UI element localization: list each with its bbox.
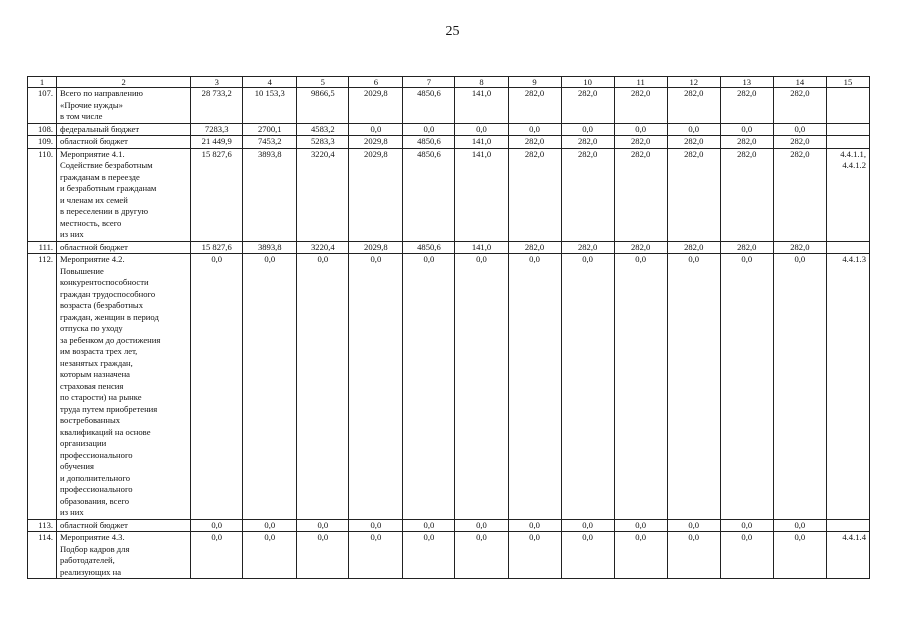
value-cell: 0,0 <box>561 254 614 520</box>
value-cell: 282,0 <box>614 88 667 124</box>
value-cell: 0,0 <box>614 532 667 579</box>
row-description: Мероприятие 4.3. Подбор кадров для работодателей, реализующих на <box>57 532 191 579</box>
value-cell: 282,0 <box>720 88 773 124</box>
value-cell: 282,0 <box>773 88 826 124</box>
table-row <box>28 148 870 241</box>
value-cell: 28 733,2 <box>191 88 243 124</box>
value-cell: 141,0 <box>455 136 508 149</box>
value-cell: 0,0 <box>667 532 720 579</box>
value-cell: 0,0 <box>243 254 297 520</box>
value-cell: 282,0 <box>561 88 614 124</box>
value-cell: 21 449,9 <box>191 136 243 149</box>
row-description: Всего по направлению «Прочие нужды» в том числе <box>57 88 191 124</box>
value-cell: 282,0 <box>667 148 720 241</box>
value-cell: 282,0 <box>773 148 826 241</box>
value-cell: 282,0 <box>773 241 826 254</box>
value-cell: 0,0 <box>349 254 403 520</box>
column-number-9: 9 <box>508 77 561 88</box>
value-cell: 7453,2 <box>243 136 297 149</box>
row-description: федеральный бюджет <box>57 123 191 136</box>
table-row <box>28 123 870 136</box>
value-cell: 141,0 <box>455 148 508 241</box>
value-cell: 282,0 <box>667 88 720 124</box>
row-number: 111. <box>28 241 57 254</box>
row-number: 109. <box>28 136 57 149</box>
value-cell: 3893,8 <box>243 148 297 241</box>
value-cell: 0,0 <box>614 123 667 136</box>
value-cell: 5283,3 <box>297 136 349 149</box>
value-cell: 0,0 <box>614 254 667 520</box>
value-cell: 0,0 <box>403 254 455 520</box>
value-cell: 0,0 <box>508 123 561 136</box>
value-cell: 0,0 <box>191 532 243 579</box>
target-code: 4.4.1.4 <box>826 532 869 579</box>
value-cell: 0,0 <box>349 519 403 532</box>
value-cell: 15 827,6 <box>191 148 243 241</box>
value-cell: 282,0 <box>720 136 773 149</box>
value-cell: 9866,5 <box>297 88 349 124</box>
column-number-2: 2 <box>57 77 191 88</box>
target-code: 4.4.1.3 <box>826 254 869 520</box>
column-number-5: 5 <box>297 77 349 88</box>
table-header-row <box>28 77 870 88</box>
table-row <box>28 241 870 254</box>
value-cell: 0,0 <box>297 519 349 532</box>
value-cell: 0,0 <box>773 254 826 520</box>
value-cell: 282,0 <box>561 148 614 241</box>
value-cell: 0,0 <box>455 532 508 579</box>
value-cell: 3893,8 <box>243 241 297 254</box>
value-cell: 0,0 <box>403 532 455 579</box>
value-cell: 0,0 <box>614 519 667 532</box>
value-cell: 0,0 <box>191 519 243 532</box>
value-cell: 282,0 <box>561 136 614 149</box>
value-cell: 7283,3 <box>191 123 243 136</box>
row-description: областной бюджет <box>57 136 191 149</box>
row-number: 107. <box>28 88 57 124</box>
value-cell: 0,0 <box>720 519 773 532</box>
value-cell: 4850,6 <box>403 88 455 124</box>
value-cell: 0,0 <box>508 254 561 520</box>
value-cell: 0,0 <box>720 532 773 579</box>
column-number-1: 1 <box>28 77 57 88</box>
value-cell: 0,0 <box>561 123 614 136</box>
value-cell: 0,0 <box>297 532 349 579</box>
value-cell: 0,0 <box>667 519 720 532</box>
value-cell: 2029,8 <box>349 136 403 149</box>
value-cell: 4850,6 <box>403 241 455 254</box>
row-number: 108. <box>28 123 57 136</box>
column-number-7: 7 <box>403 77 455 88</box>
value-cell: 282,0 <box>773 136 826 149</box>
value-cell: 0,0 <box>773 519 826 532</box>
value-cell: 0,0 <box>561 532 614 579</box>
value-cell: 282,0 <box>561 241 614 254</box>
column-number-8: 8 <box>455 77 508 88</box>
value-cell: 141,0 <box>455 241 508 254</box>
value-cell: 282,0 <box>614 148 667 241</box>
value-cell: 0,0 <box>508 532 561 579</box>
value-cell: 4850,6 <box>403 148 455 241</box>
value-cell: 4583,2 <box>297 123 349 136</box>
column-number-11: 11 <box>614 77 667 88</box>
column-number-15: 15 <box>826 77 869 88</box>
value-cell: 0,0 <box>243 519 297 532</box>
row-description: областной бюджет <box>57 241 191 254</box>
target-code <box>826 241 869 254</box>
row-number: 114. <box>28 532 57 579</box>
page-number: 25 <box>445 24 460 39</box>
value-cell: 282,0 <box>720 148 773 241</box>
value-cell: 282,0 <box>667 241 720 254</box>
value-cell: 2700,1 <box>243 123 297 136</box>
value-cell: 2029,8 <box>349 88 403 124</box>
row-number: 113. <box>28 519 57 532</box>
value-cell: 282,0 <box>508 241 561 254</box>
value-cell: 282,0 <box>508 148 561 241</box>
row-description: Мероприятие 4.1. Содействие безработным гражданам в переезде и безработным гражданам и членам их семей в переселении в другую местность, всего из них <box>57 148 191 241</box>
value-cell: 0,0 <box>773 123 826 136</box>
value-cell: 0,0 <box>455 123 508 136</box>
row-description: Мероприятие 4.2. Повышение конкурентоспособности граждан трудоспособного возраста (безработных граждан, женщин в период отпуска по уходу за ребенком до достижения им возраста трех лет, незанятых граждан, которым назначена страховая пенсия по старости) на рынке труда путем приобретения востребованных квалификаций на основе организации профессионального обучения и дополнительного профессионального образования, всего из них <box>57 254 191 520</box>
target-code <box>826 88 869 124</box>
value-cell: 282,0 <box>508 136 561 149</box>
column-number-6: 6 <box>349 77 403 88</box>
column-number-13: 13 <box>720 77 773 88</box>
row-description: областной бюджет <box>57 519 191 532</box>
value-cell: 0,0 <box>455 254 508 520</box>
column-number-12: 12 <box>667 77 720 88</box>
value-cell: 0,0 <box>349 123 403 136</box>
target-code: 4.4.1.1, 4.4.1.2 <box>826 148 869 241</box>
table-row <box>28 519 870 532</box>
value-cell: 4850,6 <box>403 136 455 149</box>
table-row <box>28 136 870 149</box>
target-code <box>826 136 869 149</box>
value-cell: 3220,4 <box>297 241 349 254</box>
value-cell: 282,0 <box>667 136 720 149</box>
target-code <box>826 519 869 532</box>
value-cell: 282,0 <box>720 241 773 254</box>
value-cell: 0,0 <box>403 519 455 532</box>
value-cell: 0,0 <box>403 123 455 136</box>
value-cell: 3220,4 <box>297 148 349 241</box>
value-cell: 15 827,6 <box>191 241 243 254</box>
table-row <box>28 254 870 520</box>
value-cell: 2029,8 <box>349 241 403 254</box>
column-number-4: 4 <box>243 77 297 88</box>
value-cell: 0,0 <box>508 519 561 532</box>
value-cell: 0,0 <box>191 254 243 520</box>
value-cell: 0,0 <box>561 519 614 532</box>
column-number-10: 10 <box>561 77 614 88</box>
target-code <box>826 123 869 136</box>
value-cell: 0,0 <box>773 532 826 579</box>
value-cell: 0,0 <box>720 254 773 520</box>
table-row <box>28 88 870 124</box>
value-cell: 0,0 <box>667 254 720 520</box>
column-number-3: 3 <box>191 77 243 88</box>
row-number: 110. <box>28 148 57 241</box>
value-cell: 0,0 <box>243 532 297 579</box>
value-cell: 10 153,3 <box>243 88 297 124</box>
column-number-14: 14 <box>773 77 826 88</box>
value-cell: 0,0 <box>455 519 508 532</box>
value-cell: 2029,8 <box>349 148 403 241</box>
value-cell: 282,0 <box>614 241 667 254</box>
value-cell: 282,0 <box>508 88 561 124</box>
row-number: 112. <box>28 254 57 520</box>
value-cell: 0,0 <box>720 123 773 136</box>
value-cell: 0,0 <box>667 123 720 136</box>
budget-table <box>27 76 870 579</box>
table-row <box>28 532 870 579</box>
value-cell: 0,0 <box>349 532 403 579</box>
value-cell: 0,0 <box>297 254 349 520</box>
value-cell: 141,0 <box>455 88 508 124</box>
value-cell: 282,0 <box>614 136 667 149</box>
